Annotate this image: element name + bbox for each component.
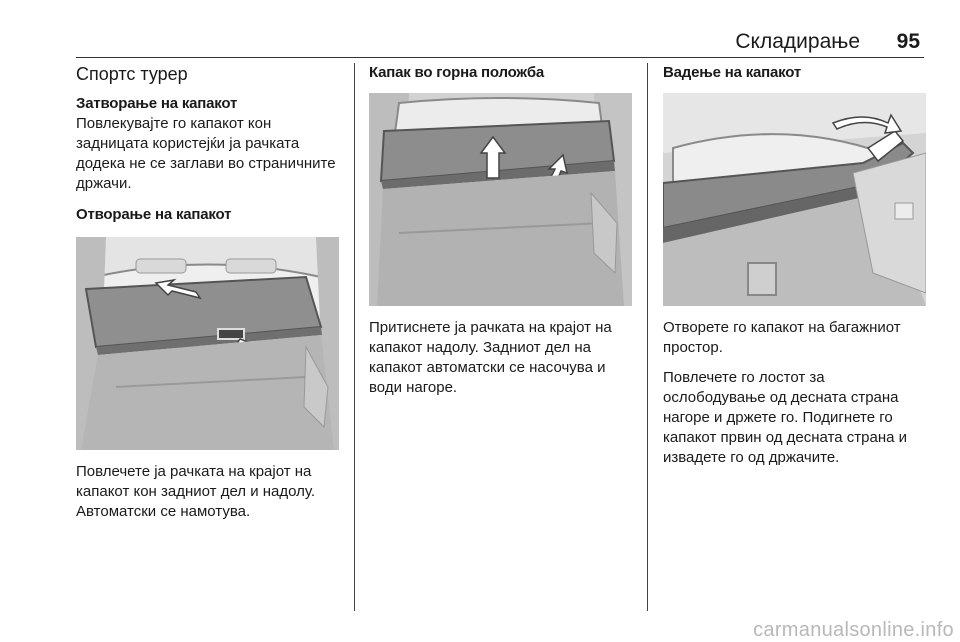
section-title: Спортс турер: [76, 64, 188, 84]
removal-illustration: [663, 93, 926, 306]
watermark: carmanualsonline.info: [753, 619, 954, 641]
column-divider-left: [354, 63, 355, 611]
removal-text-2: Повлечете го лостот за ослободување од десната страна нагоре и држете го. Подигнете го капакот првин од десната страна и извадете го од држачите.: [663, 369, 908, 466]
column-divider-right: [647, 63, 648, 611]
upper-position-illustration: [369, 93, 632, 306]
removal-text-1: Отворете го капакот на багажниот простор.: [663, 319, 901, 356]
column-2: [369, 64, 633, 398]
page-header-title: Складирање: [735, 30, 860, 53]
header-rule: [76, 57, 924, 58]
closing-heading: Затворање на капакот: [76, 95, 238, 112]
closing-text: Повлекувајте го капакот кон задницата користејќи ја рачката додека не се заглави во страничните држачи.: [76, 115, 336, 192]
column-3: [663, 64, 925, 468]
page-number: 95: [896, 30, 920, 53]
removal-heading: Вадење на капакот: [663, 64, 802, 81]
column-1: [76, 64, 342, 522]
upper-position-caption: Притиснете ја рачката на крајот на капакот надолу. Задниот дел на капакот автоматски се насочува и води нагоре.: [369, 319, 612, 396]
upper-position-heading: Капак во горна положба: [369, 64, 545, 81]
opening-caption: Повлечете ја рачката на крајот на капакот кон задниот дел и надолу. Автоматски се намотува.: [76, 463, 316, 520]
opening-heading: Отворање на капакот: [76, 206, 232, 223]
opening-cover-illustration: [76, 237, 339, 450]
